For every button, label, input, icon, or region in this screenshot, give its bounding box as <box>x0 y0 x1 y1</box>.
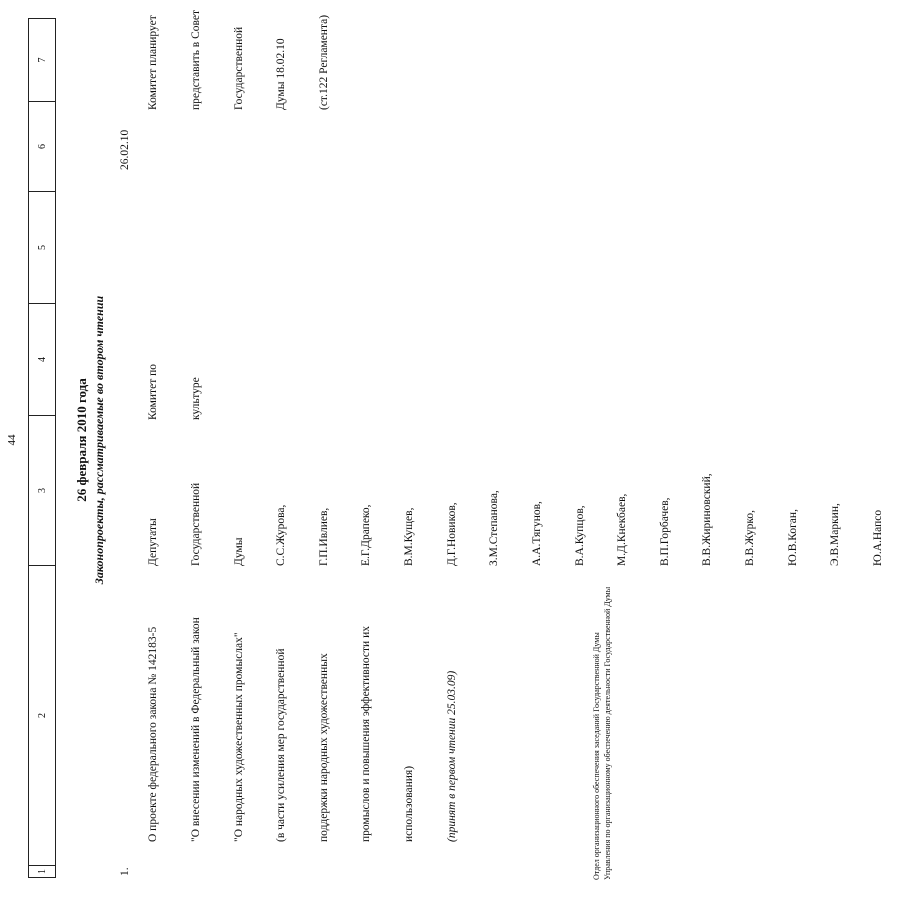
bill-title-line: О проекте федерального закона № 142183-5 <box>147 626 160 842</box>
first-reading-note: (принят в первом чтении 25.03.09) <box>445 670 458 842</box>
author-line: Д.Г.Новиков, <box>445 502 458 566</box>
author-line: В.П.Горбачев, <box>658 497 671 566</box>
remark-line: Государственной <box>232 26 245 110</box>
author-line: З.М.Степанова, <box>488 490 501 566</box>
column-number-6: 6 <box>29 101 55 191</box>
committee-line: культуре <box>190 377 203 420</box>
bill-title-line: промыслов и повышения эффективности их <box>360 626 373 842</box>
remark-line: представить в Совет <box>190 9 203 110</box>
author-line: М.Д.Кнекбаев, <box>616 493 629 566</box>
bill-title-line: использования) <box>403 765 416 842</box>
column-number-1: 1 <box>29 865 55 877</box>
author-line: С.С.Журова, <box>275 504 288 566</box>
author-line: В.В.Журко, <box>743 510 756 566</box>
author-line: Государственной <box>190 482 203 566</box>
author-line: Г.П.Ивлиев, <box>317 507 330 566</box>
committee-line: Комитет по <box>147 364 160 420</box>
remark-line: Думы 18.02.10 <box>275 38 288 110</box>
submission-date: 26.02.10 <box>119 129 131 170</box>
author-line: Е.Г.Драпеко, <box>360 504 373 566</box>
column-number-4: 4 <box>29 303 55 415</box>
author-line: Ю.В.Коган, <box>786 509 799 566</box>
row-number: 1. <box>119 867 131 876</box>
author-line: Депутаты <box>147 518 160 566</box>
footer-directorate: Управления по организационному обеспечению деятельности Государственной Думы <box>603 586 612 880</box>
author-line: Э.В.Маркин, <box>829 503 842 566</box>
responsible-committee <box>118 364 232 420</box>
column-number-5: 5 <box>29 191 55 303</box>
section-heading: Законопроекты, рассматриваемые во втором чтении <box>92 295 106 585</box>
author-line: В.М.Кущев, <box>403 507 416 566</box>
column-number-3: 3 <box>29 415 55 565</box>
remark <box>118 10 359 110</box>
author-line: Думы <box>232 537 245 566</box>
bill-title-line: поддержки народных художественных <box>317 653 330 842</box>
author-line: В.В.Жириновский, <box>701 473 714 566</box>
bill-title-line: "О народных художественных промыслах" <box>232 632 245 842</box>
column-number-strip <box>28 18 56 878</box>
author-line: В.А.Купцов, <box>573 505 586 566</box>
footer-department: Отдел организационного обеспечения заседаний Государственной Думы <box>592 632 601 880</box>
bill-title <box>118 617 487 842</box>
date-heading: 26 февраля 2010 года <box>74 378 89 502</box>
bill-authors <box>118 473 913 566</box>
author-line: А.А.Тягунов, <box>530 501 543 566</box>
bill-title-line: "О внесении изменений в Федеральный закон <box>190 617 203 842</box>
author-line: Ю.А.Напсо <box>871 509 884 566</box>
remark-line: (ст.122 Регламента) <box>317 14 330 110</box>
page-number: 44 <box>6 434 18 446</box>
remark-line: Комитет планирует <box>147 15 160 110</box>
bill-title-line: (в части усиления мер государственной <box>275 648 288 842</box>
column-number-2: 2 <box>29 565 55 865</box>
column-number-7: 7 <box>36 57 48 63</box>
